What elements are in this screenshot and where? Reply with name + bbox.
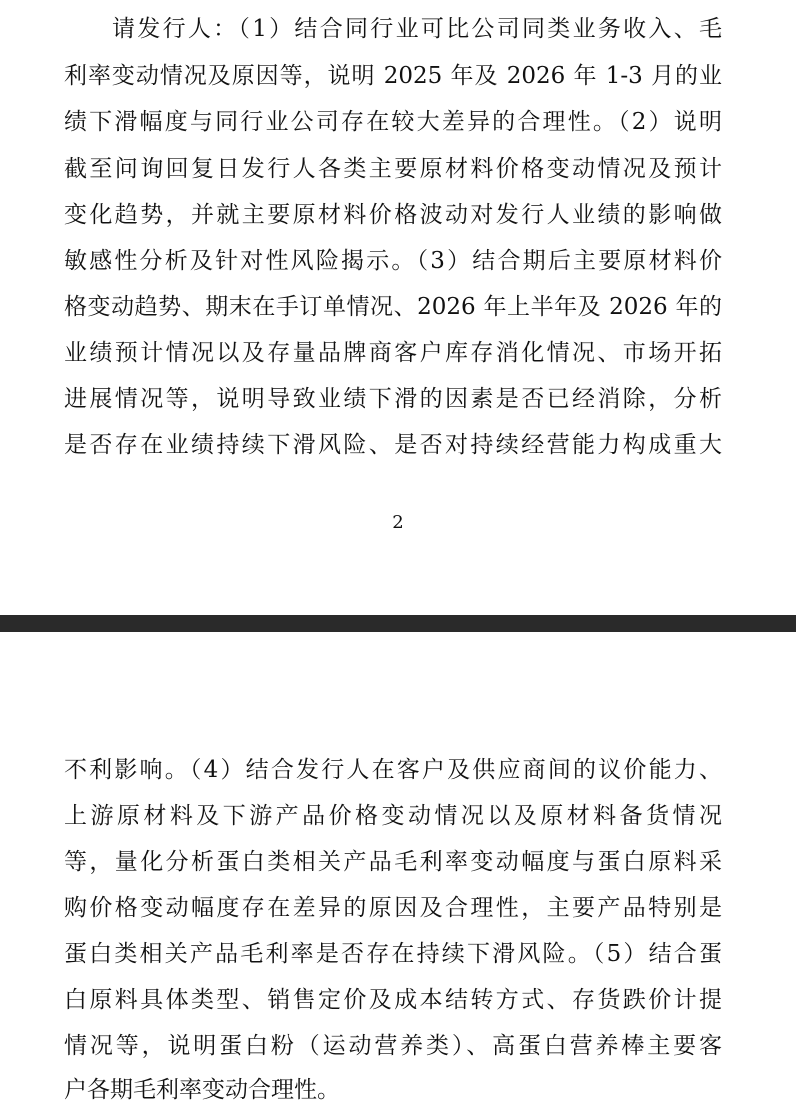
text-line: 蛋白类相关产品毛利率是否存在持续下滑风险。（5）结合蛋	[64, 941, 722, 967]
text-line: 户各期毛利率变动合理性。	[64, 1077, 340, 1103]
text-line: 格变动趋势、期末在手订单情况、2026 年上半年及 2026 年的	[64, 294, 722, 320]
text-line: 购价格变动幅度存在差异的原因及合理性，主要产品特别是	[64, 895, 722, 921]
page-number: 2	[392, 512, 404, 533]
text-line: 等，量化分析蛋白类相关产品毛利率变动幅度与蛋白原料采	[64, 849, 722, 875]
text-line: 进展情况等，说明导致业绩下滑的因素是否已经消除，分析	[64, 386, 722, 412]
text-line: 变化趋势，并就主要原材料价格波动对发行人业绩的影响做	[64, 202, 722, 228]
text-line: 是否存在业绩持续下滑风险、是否对持续经营能力构成重大	[64, 432, 722, 458]
document-page-bottom	[0, 632, 796, 1108]
page-separator	[0, 615, 796, 632]
text-line: 情况等，说明蛋白粉（运动营养类）、高蛋白营养棒主要客	[64, 1033, 722, 1059]
text-line: 白原料具体类型、销售定价及成本结转方式、存货跌价计提	[64, 987, 722, 1013]
text-line: 上游原材料及下游产品价格变动情况以及原材料备货情况	[64, 803, 722, 829]
text-line: 利率变动情况及原因等，说明 2025 年及 2026 年 1-3 月的业	[64, 63, 722, 89]
text-line: 绩下滑幅度与同行业公司存在较大差异的合理性。（2）说明	[64, 109, 722, 135]
text-line: 业绩预计情况以及存量品牌商客户库存消化情况、市场开拓	[64, 340, 722, 366]
text-line: 截至问询回复日发行人各类主要原材料价格变动情况及预计	[64, 156, 722, 182]
text-line: 不利影响。（4）结合发行人在客户及供应商间的议价能力、	[64, 757, 722, 783]
text-line: 敏感性分析及针对性风险揭示。（3）结合期后主要原材料价	[64, 248, 722, 274]
text-line: 请发行人：（1）结合同行业可比公司同类业务收入、毛	[112, 16, 722, 42]
